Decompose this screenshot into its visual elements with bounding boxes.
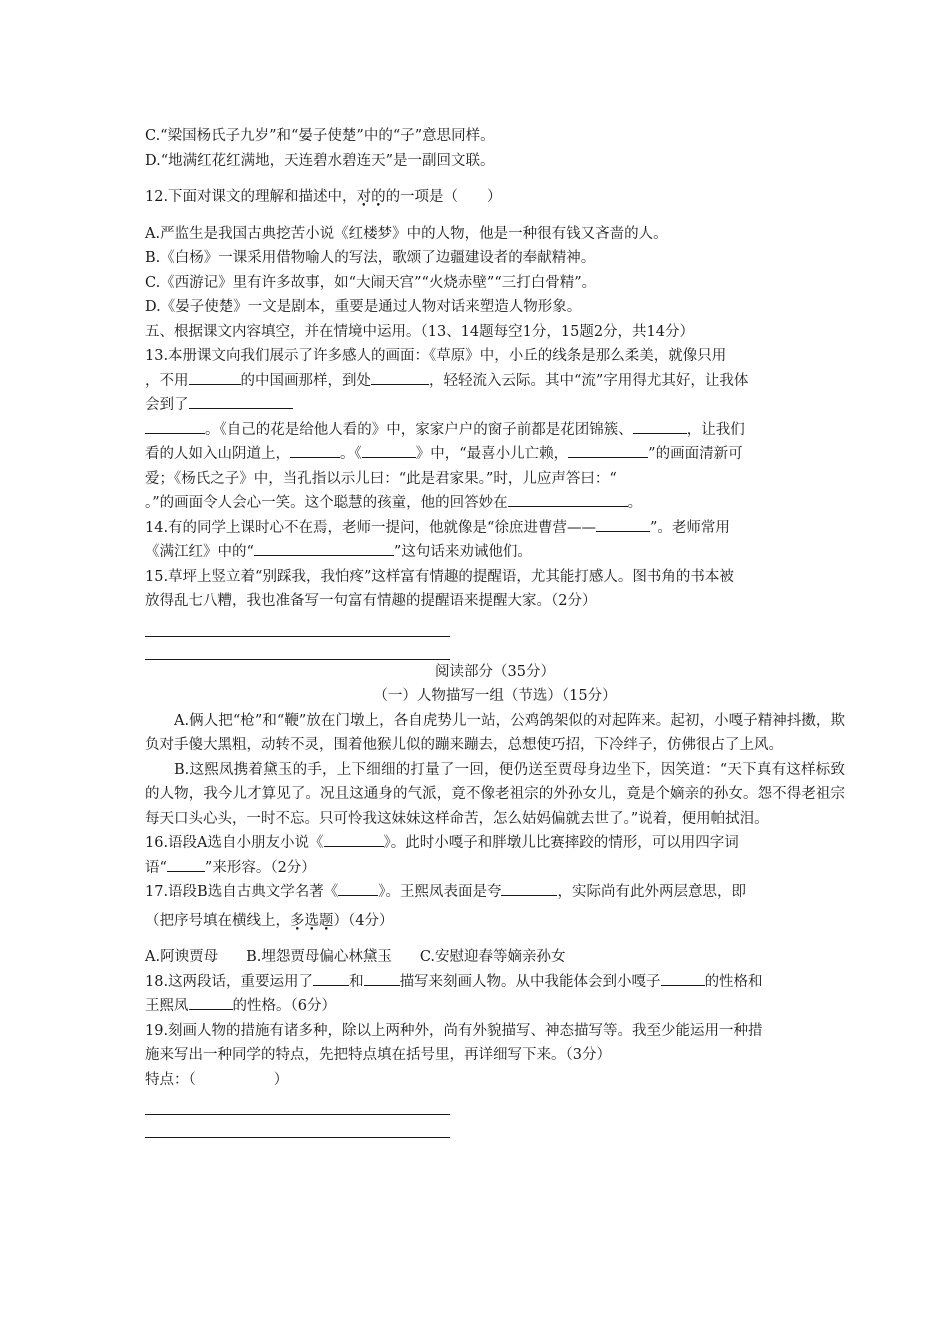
q13-line-6: 爱；《杨氏之子》中，当孔指以示儿曰：“此是君家果。”时，儿应声答曰：“ — [145, 470, 617, 487]
q17-emphasis-char-2: 选 — [304, 912, 319, 929]
q17-text: （把序号填在横线上， — [145, 912, 290, 929]
q18-text: 的性格和 — [704, 973, 763, 990]
reading-title: 阅读部分（35分） — [435, 663, 555, 680]
q13-text: 。《 — [340, 446, 362, 462]
q16-text: 语“ — [145, 859, 167, 876]
q13-text: ，不用 — [145, 372, 189, 389]
q13-blank-8[interactable] — [568, 442, 648, 458]
q17-line-2 — [145, 909, 845, 934]
q12-option-c: C.《西游记》里有许多故事，如“大闹天宫”“火烧赤壁”“三打白骨精”。 — [145, 274, 597, 291]
q19-line-1: 19.刻画人物的措施有诸多种，除以上两种外，尚有外貌描写、神态描写等。我至少能运用一种措 — [145, 1022, 763, 1039]
q14-text: 14.有的同学上课时心不在焉，老师一提问，他就像是“徐庶进曹营—— — [145, 519, 596, 536]
q11-option-c: C.“梁国杨氏子九岁”和“晏子使楚”中的“子”意思同样。 — [145, 128, 495, 144]
q13-blank-1[interactable] — [189, 369, 241, 385]
q18-text: 描写来刻画人物。从中我能体会到小嘎子 — [399, 973, 661, 990]
q13-text: ，轻轻流入云际。其中“流”字用得尤其好，让我体 — [429, 372, 749, 389]
q13-blank-7[interactable] — [362, 442, 416, 458]
q13-line-5 — [145, 442, 845, 467]
q14-line-1 — [145, 516, 845, 541]
q16-line-2 — [145, 856, 845, 881]
q17-option-c: C.安慰迎春等嫡亲孙女 — [419, 949, 566, 965]
q13-line-1: 13.本册课文向我们展示了许多感人的画面：《草原》中，小丘的线条是那么柔美，就像只用 — [145, 348, 727, 364]
q14-text: 《满江红》中的“ — [145, 544, 254, 560]
q11-option-d: D.“地满红花红满地，天连碧水碧连天”是一副回文联。 — [145, 152, 495, 169]
q12-option-d: D.《晏子使楚》一文是剧本，重要是通过人物对话来塑造人物形象。 — [145, 299, 582, 315]
q14-line-2 — [145, 540, 845, 565]
q12-stem — [145, 185, 845, 210]
q18-blank-2[interactable] — [364, 970, 400, 986]
q18-blank-3[interactable] — [661, 970, 705, 986]
q19-trait-label: 特点：（ — [145, 1071, 196, 1088]
reading-paragraph-a: A.俩人把“枪”和“鞭”放在门墩上，各自虎势儿一站，公鸡鸽架似的对起阵来。起初，小嘎子精神抖擞，欺负对手傻大黑粗，动转不灵，围着他猴儿似的蹦来蹦去，总想使巧招，下冷绊子，仿佛很占了上风。 — [145, 712, 845, 753]
q16-blank-2[interactable] — [167, 856, 205, 872]
q15-line-1: 15.草坪上竖立着“别踩我，我怕疼”这样富有情趣的提醒语，尤其能打感人。图书角的书本被 — [145, 568, 734, 585]
q19-answer-line-1[interactable] — [145, 1092, 450, 1115]
q15-answer-line-2[interactable] — [145, 637, 450, 660]
q18-line-2 — [145, 994, 845, 1019]
q13-text: ，让我们 — [686, 421, 745, 438]
q16-text: 16.语段A选自小朋友小说《 — [145, 835, 324, 851]
q19-trait-close: ） — [273, 1071, 289, 1088]
q16-text: 》。此时小嘎子和胖墩儿比赛摔跤的情形，可以用四字词 — [383, 835, 739, 851]
q18-text: 18.这两段话，重要运用了 — [145, 973, 314, 990]
q17-blank-1[interactable] — [338, 880, 378, 896]
exam-page — [145, 124, 845, 1138]
q17-option-b: B.埋怨贾母偏心林黛玉 — [246, 949, 392, 965]
q14-text: ”这句话来劝诫他们。 — [393, 544, 532, 560]
q12-option-b: B.《白杨》一课采用借物喻人的写法，歌颂了边疆建设者的奉献精神。 — [145, 250, 596, 266]
q12-stem-pre: 12.下面对课文的理解和描述中， — [145, 189, 357, 205]
q19-trait-row — [145, 1068, 845, 1093]
q17-emphasis-char-3: 题 — [319, 912, 334, 929]
q16-line-1 — [145, 831, 845, 856]
q17-option-a: A.阿谀贾母 — [145, 949, 219, 965]
q13-line-4 — [145, 418, 845, 443]
q13-blank-6[interactable] — [290, 442, 340, 458]
q17-text: 》。王熙凤表面是夸 — [378, 884, 502, 900]
q13-text: 看的人如入山阴道上， — [145, 446, 290, 462]
q17-text: ）（4分） — [333, 912, 394, 929]
q17-options — [145, 945, 845, 970]
reading-paragraph-b: B.这熙凤携着黛玉的手，上下细细的打量了一回，便仍送至贾母身边坐下，因笑道：“天下真有这样标致的人物，我今儿才算见了。况且这通身的气派，竟不像老祖宗的外孙女儿，竟是个嫡亲的孙女。怨不得老祖宗每天口头心头，一时不忘。只可怜我这妹妹这样命苦，怎么姑妈偏就去世了。”说着，便用帕拭泪。 — [145, 761, 845, 827]
q12-emphasis-char-2: 的 — [371, 189, 386, 205]
q13-text: 》中，“最喜小儿亡赖， — [415, 446, 569, 462]
q13-line-2 — [145, 369, 845, 394]
q17-blank-2[interactable] — [501, 880, 557, 896]
q18-text: 和 — [349, 973, 364, 990]
q18-text: 王熙凤 — [145, 998, 189, 1014]
q16-text: ”来形容。（2分） — [204, 859, 316, 876]
q14-text: ”。老师常用 — [649, 519, 730, 536]
q15-answer-line-1[interactable] — [145, 614, 450, 637]
q13-blank-5[interactable] — [633, 418, 687, 434]
q12-option-a: A.严监生是我国古典挖苦小说《红楼梦》中的人物，他是一种很有钱又吝啬的人。 — [145, 225, 668, 242]
q18-text: 的性格。（6分） — [232, 998, 336, 1014]
q13-blank-4[interactable] — [145, 418, 205, 434]
q13-text: ”的画面清新可 — [648, 446, 743, 462]
q13-text: 。 — [627, 495, 643, 511]
q17-text: ，实际尚有此外两层意思，即 — [557, 884, 746, 900]
q19-answer-line-2[interactable] — [145, 1115, 450, 1138]
q17-text: 17.语段B选自古典文学名著《 — [145, 884, 339, 900]
q18-line-1 — [145, 970, 845, 995]
q13-text: 。《自己的花是给他人看的》中，家家户户的窗子前都是花团锦簇、 — [205, 421, 633, 438]
q13-text: 会到了 — [145, 397, 189, 413]
q14-blank-2[interactable] — [254, 540, 394, 556]
q13-blank-9[interactable] — [508, 491, 628, 507]
q12-emphasis-char-1: 对 — [356, 189, 372, 205]
reading-subtitle: （一）人物描写一组（节选）（15分） — [373, 688, 617, 704]
q18-blank-4[interactable] — [189, 994, 233, 1010]
q18-blank-1[interactable] — [313, 970, 349, 986]
q16-blank-1[interactable] — [324, 831, 384, 847]
q13-blank-3[interactable] — [189, 393, 293, 409]
q17-emphasis-char-1: 多 — [290, 912, 305, 929]
q13-text: 的中国画那样，到处 — [240, 372, 371, 389]
q13-blank-2[interactable] — [371, 369, 429, 385]
q13-line-7 — [145, 491, 845, 516]
q12-stem-post: 的一项是（ ） — [385, 189, 502, 205]
section5-title: 五、根据课文内容填空，并在情境中运用。（13、14题每空1分，15题2分，共14分） — [145, 323, 695, 340]
q19-line-2: 施来写出一种同学的特点，先把特点填在括号里，再详细写下来。（3分） — [145, 1047, 611, 1063]
q14-blank-1[interactable] — [596, 516, 650, 532]
q15-line-2: 放得乱七八糟，我也准备写一句富有情趣的提醒语来提醒大家。（2分） — [145, 593, 597, 609]
q17-line-1 — [145, 880, 845, 905]
q13-line-3 — [145, 393, 845, 418]
q13-text: 。”的画面令人会心一笑。这个聪慧的孩童，他的回答妙在 — [145, 495, 508, 511]
